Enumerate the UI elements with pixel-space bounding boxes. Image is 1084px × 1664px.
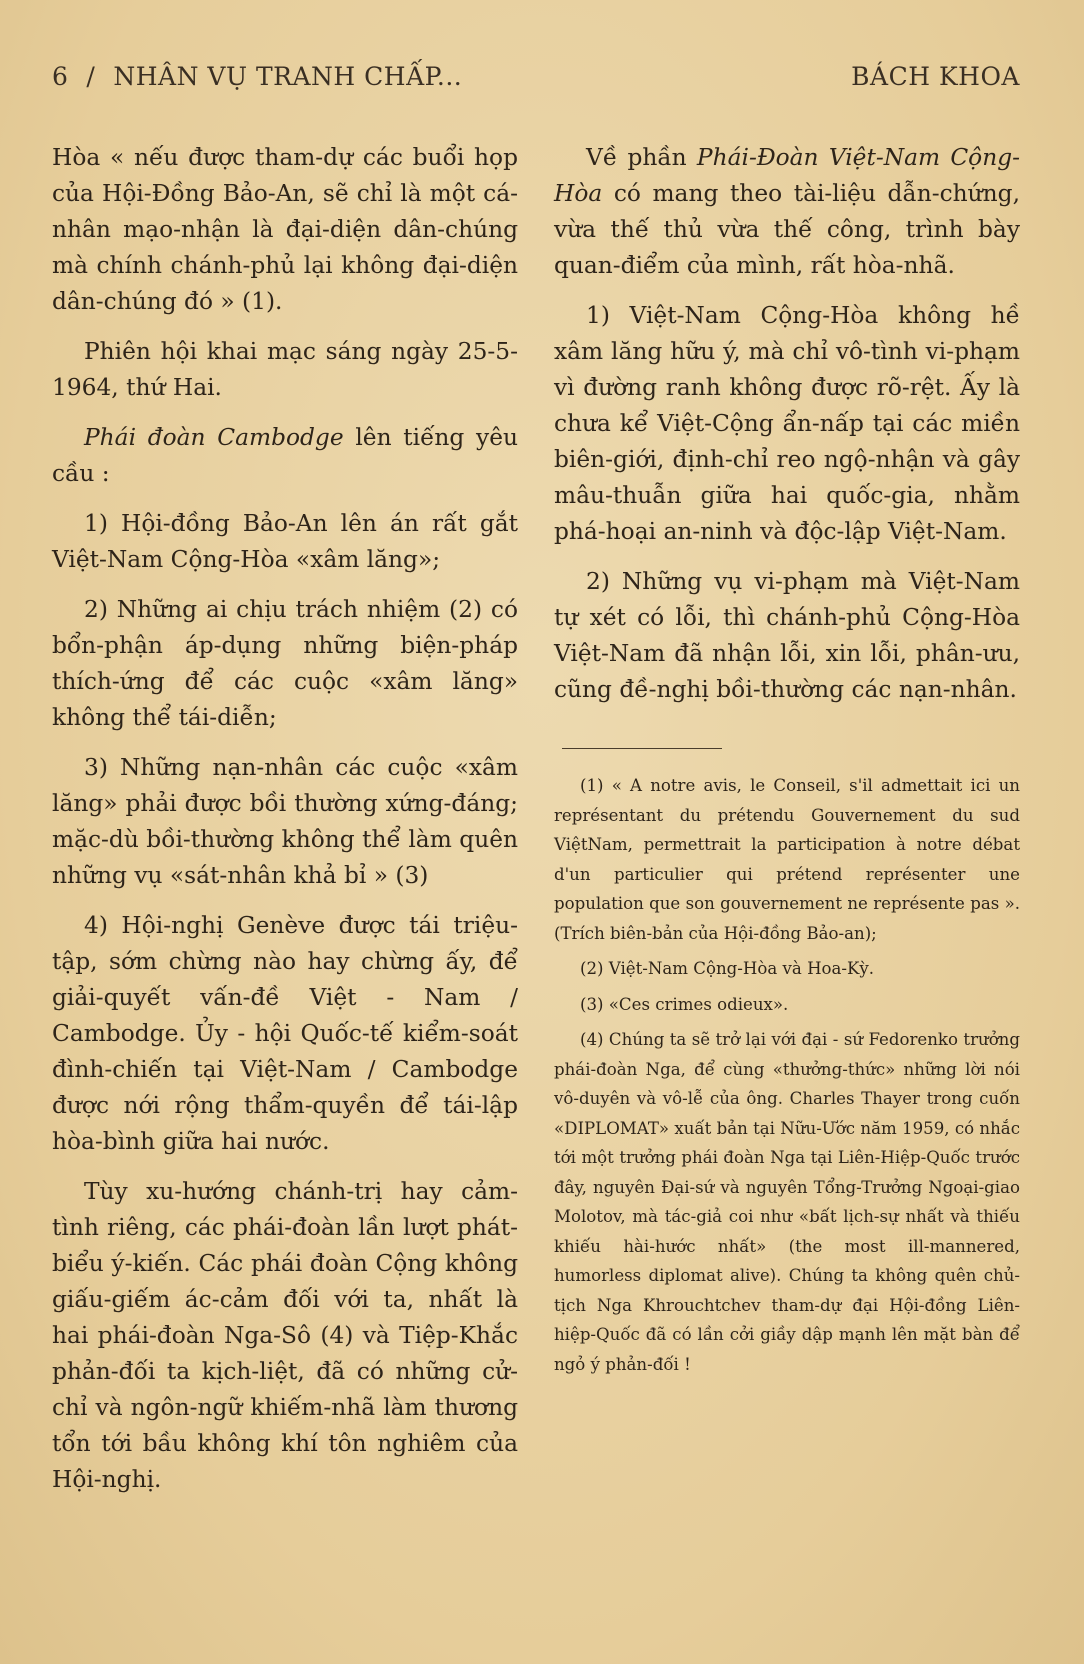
footnote: (3) «Ces crimes odieux». — [580, 994, 789, 1014]
page-header — [52, 62, 1020, 118]
italic-phrase: Phái đoàn Cambodge — [84, 424, 344, 451]
footnote: (2) Việt-Nam Cộng-Hòa và Hoa-Kỳ. — [580, 959, 875, 978]
paragraph: Hòa « nếu được tham-dự các buổi họp của Hội-Đồng Bảo-An, sẽ chỉ là một cá-nhân mạo-nhận là đại-diện dân-chúng mà chính chánh-phủ lại không đại-diện dân-chúng đó » (1). — [52, 144, 518, 315]
footnote: (4) Chúng ta sẽ trở lại với đại - sứ Fedorenko trưởng phái-đoàn Nga, để cùng «thưởng-thức» những lời nói vô-duyên và vô-lễ của ông. Charles Thayer trong cuốn «DIPLOMAT» xuất bản tại Nữu-Ước năm 1959, có nhắc tới một trưởng phái đoàn Nga tại Liên-Hiệp-Quốc trước đây, nguyên Đại-sứ và nguyên Tổng-Trưởng Ngoại-giao Molotov, mà tác-giả coi như «bất lịch-sự nhất và thiếu khiếu hài-hước nhất» (the most ill-mannered, humorless diplomat alive). Chúng ta không quên chủ-tịch Nga Khrouchtchev tham-dự đại Hội-đồng Liên-hiệp-Quốc đã có lần cởi giầy dập mạnh lên mặt bàn để ngỏ ý phản-đối ! — [554, 1030, 1020, 1374]
magazine-name: BÁCH KHOA — [851, 62, 1020, 91]
paragraph-text: Về phần — [586, 144, 697, 171]
list-item: 2) Những vụ vi-phạm mà Việt-Nam tự xét có lỗi, thì chánh-phủ Cộng-Hòa Việt-Nam đã nhận lỗi, xin lỗi, phân-ưu, cũng đề-nghị bồi-thường các nạn-nhân. — [554, 568, 1020, 703]
list-item: 1) Việt-Nam Cộng-Hòa không hề xâm lăng hữu ý, mà chỉ vô-tình vi-phạm vì đường ranh không được rõ-rệt. Ấy là chưa kể Việt-Cộng ẩn-nấp tại các miền biên-giới, định-chỉ reo ngộ-nhận và gây mâu-thuẫn giữa hai quốc-gia, nhằm phá-hoại an-ninh và độc-lập Việt-Nam. — [554, 302, 1020, 545]
right-column — [554, 140, 1020, 1512]
body-columns — [52, 140, 1020, 1512]
italic-phrase: Phái-Đoàn Việt-Nam Cộng-Hòa — [554, 144, 1020, 207]
paragraph: Tùy xu-hướng chánh-trị hay cảm-tình riêng, các phái-đoàn lần lượt phát-biểu ý-kiến. Các phái đoàn Cộng không giấu-giếm ác-cảm đối với ta, nhất là hai phái-đoàn Nga-Sô (4) và Tiệp-Khắc phản-đối ta kịch-liệt, đã có những cử-chỉ và ngôn-ngữ khiếm-nhã làm thương tổn tới bầu không khí tôn nghiêm của Hội-nghị. — [52, 1178, 518, 1493]
footnote-divider — [562, 748, 722, 749]
paragraph-text: có mang theo tài-liệu dẫn-chứng, vừa thế thủ vừa thế công, trình bày quan-điểm của mình, rất hòa-nhã. — [554, 180, 1020, 279]
paragraph-text: lên tiếng yêu cầu : — [52, 424, 518, 487]
list-item: 2) Những ai chịu trách nhiệm (2) có bổn-phận áp-dụng những biện-pháp thích-ứng để các cuộc «xâm lăng» không thể tái-diễn; — [52, 596, 518, 731]
left-column — [52, 140, 518, 1512]
header-left — [52, 62, 462, 91]
list-item: 3) Những nạn-nhân các cuộc «xâm lăng» phải được bồi thường xứng-đáng; mặc-dù bồi-thường không thể làm quên những vụ «sát-nhân khả bỉ » (3) — [52, 754, 518, 889]
paragraph — [554, 140, 1020, 284]
list-item: 4) Hội-nghị Genève được tái triệu-tập, sớm chừng nào hay chừng ấy, để giải-quyết vấn-đề Việt - Nam / Cambodge. Ủy - hội Quốc-tế kiểm-soát đình-chiến tại Việt-Nam / Cambodge được nới rộng thẩm-quyền để tái-lập hòa-bình giữa hai nước. — [52, 912, 518, 1155]
header-separator: / — [86, 62, 96, 91]
paragraph — [52, 420, 518, 492]
page-number: 6 — [52, 62, 69, 91]
list-item: 1) Hội-đồng Bảo-An lên án rất gắt Việt-Nam Cộng-Hòa «xâm lăng»; — [52, 510, 518, 573]
running-title: NHÂN VỤ TRANH CHẤP... — [113, 62, 463, 91]
paragraph: Phiên hội khai mạc sáng ngày 25-5-1964, thứ Hai. — [52, 338, 518, 401]
footnote: (1) « A notre avis, le Conseil, s'il admettait ici un représentant du prétendu Gouvernement du sud ViệtNam, permettrait la participation à notre débat d'un particulier qui prétend représenter une population que son gouvernement ne représente pas ». (Trích biên-bản của Hội-đồng Bảo-an); — [554, 776, 1020, 943]
